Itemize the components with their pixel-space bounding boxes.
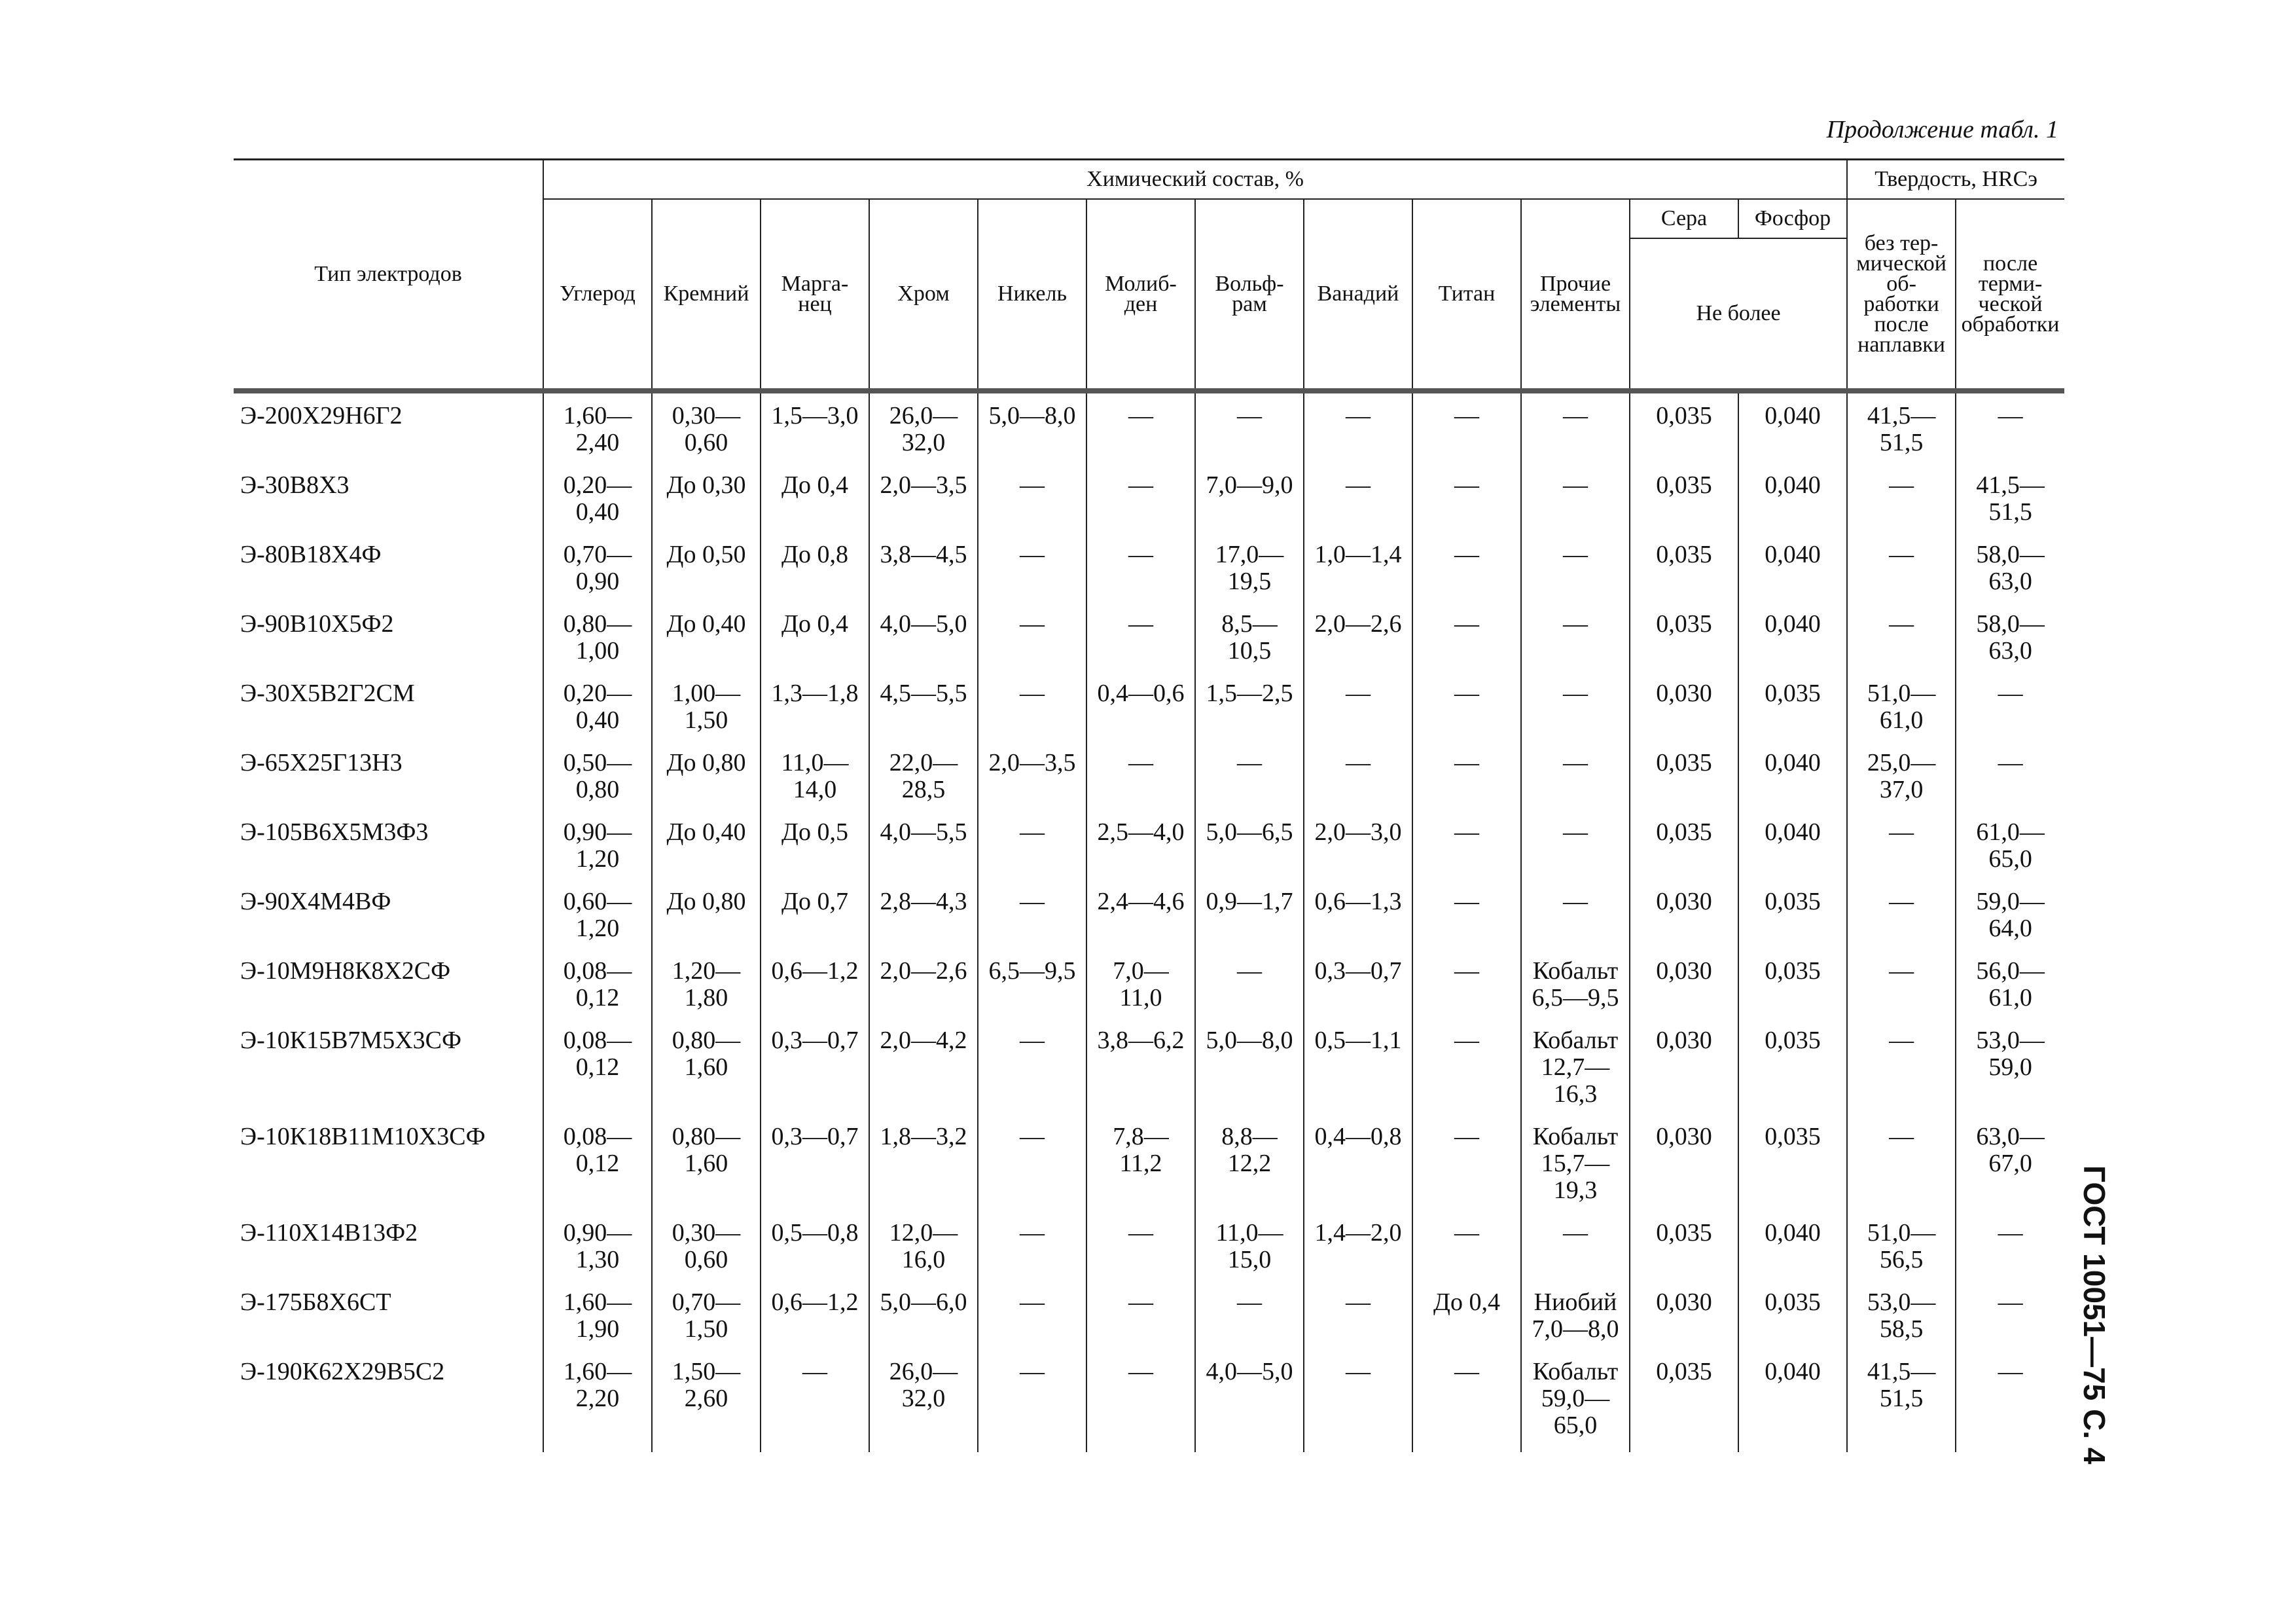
hardness-after-heat-value: 41,5— 51,5	[1956, 469, 2064, 539]
silicon-value: До 0,40	[652, 608, 761, 678]
manganese-value: До 0,4	[761, 608, 869, 678]
carbon-value: 0,08— 0,12	[543, 955, 652, 1025]
tungsten-value: 11,0— 15,0	[1195, 1217, 1304, 1286]
chromium-value: 2,0—3,5	[869, 469, 978, 539]
vanadium-value: —	[1304, 1286, 1412, 1356]
other-elements-value: Кобальт 6,5—9,5	[1521, 955, 1630, 1025]
molybdenum-value: 7,0— 11,0	[1086, 955, 1195, 1025]
manganese-value: 0,5—0,8	[761, 1217, 869, 1286]
silicon-value: До 0,80	[652, 747, 761, 816]
hardness-after-heat-value: —	[1956, 747, 2064, 816]
chromium-value: 3,8—4,5	[869, 539, 978, 608]
hardness-without-heat-value: —	[1847, 539, 1956, 608]
header-tungsten: Вольф- рам	[1195, 199, 1304, 391]
tungsten-value: 5,0—6,5	[1195, 816, 1304, 886]
carbon-value: 1,60— 1,90	[543, 1286, 652, 1356]
silicon-value: До 0,40	[652, 816, 761, 886]
tungsten-value: 4,0—5,0	[1195, 1356, 1304, 1452]
titanium-value: —	[1412, 816, 1521, 886]
silicon-value: 0,80— 1,60	[652, 1025, 761, 1121]
carbon-value: 0,08— 0,12	[543, 1121, 652, 1217]
titanium-value: —	[1412, 1025, 1521, 1121]
vanadium-value: —	[1304, 1356, 1412, 1452]
phosphorus-value: 0,040	[1738, 816, 1847, 886]
hardness-without-heat-value: 53,0— 58,5	[1847, 1286, 1956, 1356]
table-row	[234, 539, 2064, 608]
carbon-value: 1,60— 2,40	[543, 391, 652, 469]
hardness-after-heat-value: —	[1956, 1217, 2064, 1286]
header-carbon: Углерод	[543, 199, 652, 391]
manganese-value: 1,5—3,0	[761, 391, 869, 469]
other-elements-value: Кобальт 59,0— 65,0	[1521, 1356, 1630, 1452]
hardness-after-heat-value: 56,0— 61,0	[1956, 955, 2064, 1025]
manganese-value: 0,6—1,2	[761, 1286, 869, 1356]
tungsten-value: 5,0—8,0	[1195, 1025, 1304, 1121]
manganese-value: До 0,8	[761, 539, 869, 608]
sulfur-value: 0,030	[1630, 678, 1738, 747]
header-manganese: Марга- нец	[761, 199, 869, 391]
table-row	[234, 391, 2064, 469]
titanium-value: —	[1412, 608, 1521, 678]
chromium-value: 12,0— 16,0	[869, 1217, 978, 1286]
molybdenum-value: —	[1086, 608, 1195, 678]
vanadium-value: 0,5—1,1	[1304, 1025, 1412, 1121]
hardness-after-heat-value: —	[1956, 391, 2064, 469]
vanadium-value: 0,3—0,7	[1304, 955, 1412, 1025]
other-elements-value: —	[1521, 391, 1630, 469]
tungsten-value: —	[1195, 747, 1304, 816]
nickel-value: —	[978, 1356, 1086, 1452]
nickel-value: —	[978, 886, 1086, 955]
table-row	[234, 678, 2064, 747]
sulfur-value: 0,035	[1630, 747, 1738, 816]
header-type: Тип электродов	[234, 160, 543, 391]
molybdenum-value: —	[1086, 469, 1195, 539]
silicon-value: До 0,80	[652, 886, 761, 955]
electrode-type: Э-10М9Н8К8Х2СФ	[234, 955, 543, 1025]
nickel-value: —	[978, 539, 1086, 608]
table-row	[234, 608, 2064, 678]
hardness-without-heat-value: 41,5— 51,5	[1847, 1356, 1956, 1452]
header-molybdenum: Молиб- ден	[1086, 199, 1195, 391]
manganese-value: 11,0— 14,0	[761, 747, 869, 816]
vanadium-value: 1,4—2,0	[1304, 1217, 1412, 1286]
molybdenum-value: —	[1086, 1217, 1195, 1286]
titanium-value: —	[1412, 678, 1521, 747]
electrode-type: Э-10К18В11М10Х3СФ	[234, 1121, 543, 1217]
hardness-without-heat-value: —	[1847, 608, 1956, 678]
manganese-value: 1,3—1,8	[761, 678, 869, 747]
other-elements-value: —	[1521, 469, 1630, 539]
carbon-value: 0,50— 0,80	[543, 747, 652, 816]
manganese-value: 0,6—1,2	[761, 955, 869, 1025]
carbon-value: 0,20— 0,40	[543, 678, 652, 747]
vanadium-value: —	[1304, 747, 1412, 816]
chromium-value: 4,5—5,5	[869, 678, 978, 747]
chromium-value: 26,0— 32,0	[869, 1356, 978, 1452]
nickel-value: —	[978, 1217, 1086, 1286]
electrode-type: Э-90В10Х5Ф2	[234, 608, 543, 678]
molybdenum-value: 2,4—4,6	[1086, 886, 1195, 955]
header-phosphorus: Фосфор	[1738, 199, 1847, 238]
chromium-value: 5,0—6,0	[869, 1286, 978, 1356]
manganese-value: До 0,5	[761, 816, 869, 886]
tungsten-value: —	[1195, 1286, 1304, 1356]
phosphorus-value: 0,035	[1738, 678, 1847, 747]
sulfur-value: 0,035	[1630, 1356, 1738, 1452]
electrode-type: Э-110Х14В13Ф2	[234, 1217, 543, 1286]
hardness-without-heat-value: 25,0— 37,0	[1847, 747, 1956, 816]
phosphorus-value: 0,035	[1738, 1025, 1847, 1121]
table-row	[234, 1356, 2064, 1452]
electrode-type: Э-105В6Х5М3Ф3	[234, 816, 543, 886]
carbon-value: 0,80— 1,00	[543, 608, 652, 678]
tungsten-value: 1,5—2,5	[1195, 678, 1304, 747]
titanium-value: —	[1412, 886, 1521, 955]
molybdenum-value: 0,4—0,6	[1086, 678, 1195, 747]
phosphorus-value: 0,040	[1738, 608, 1847, 678]
electrode-type: Э-200Х29Н6Г2	[234, 391, 543, 469]
vanadium-value: —	[1304, 391, 1412, 469]
hardness-without-heat-value: —	[1847, 816, 1956, 886]
phosphorus-value: 0,035	[1738, 886, 1847, 955]
molybdenum-value: —	[1086, 1286, 1195, 1356]
header-silicon: Кремний	[652, 199, 761, 391]
phosphorus-value: 0,040	[1738, 539, 1847, 608]
other-elements-value: Ниобий 7,0—8,0	[1521, 1286, 1630, 1356]
hardness-after-heat-value: 53,0— 59,0	[1956, 1025, 2064, 1121]
nickel-value: —	[978, 469, 1086, 539]
sulfur-value: 0,030	[1630, 886, 1738, 955]
carbon-value: 1,60— 2,20	[543, 1356, 652, 1452]
header-other-elements: Прочие элементы	[1521, 199, 1630, 391]
titanium-value: —	[1412, 1217, 1521, 1286]
table-row	[234, 1286, 2064, 1356]
nickel-value: —	[978, 816, 1086, 886]
sulfur-value: 0,035	[1630, 608, 1738, 678]
sulfur-value: 0,035	[1630, 469, 1738, 539]
titanium-value: —	[1412, 1121, 1521, 1217]
manganese-value: До 0,4	[761, 469, 869, 539]
electrode-composition-table	[234, 158, 2064, 1452]
phosphorus-value: 0,035	[1738, 1121, 1847, 1217]
phosphorus-value: 0,035	[1738, 1286, 1847, 1356]
other-elements-value: —	[1521, 1217, 1630, 1286]
hardness-after-heat-value: —	[1956, 678, 2064, 747]
molybdenum-value: —	[1086, 747, 1195, 816]
hardness-after-heat-value: 63,0— 67,0	[1956, 1121, 2064, 1217]
phosphorus-value: 0,040	[1738, 469, 1847, 539]
electrode-type: Э-30Х5В2Г2СМ	[234, 678, 543, 747]
vanadium-value: —	[1304, 469, 1412, 539]
silicon-value: До 0,30	[652, 469, 761, 539]
silicon-value: 0,30— 0,60	[652, 1217, 761, 1286]
manganese-value: —	[761, 1356, 869, 1452]
other-elements-value: Кобальт 15,7— 19,3	[1521, 1121, 1630, 1217]
hardness-without-heat-value: —	[1847, 1121, 1956, 1217]
manganese-value: 0,3—0,7	[761, 1121, 869, 1217]
table-row	[234, 747, 2064, 816]
header-chemical-composition: Химический состав, %	[543, 160, 1847, 199]
sulfur-value: 0,030	[1630, 955, 1738, 1025]
vanadium-value: 0,6—1,3	[1304, 886, 1412, 955]
table-row	[234, 955, 2064, 1025]
titanium-value: —	[1412, 1356, 1521, 1452]
electrode-type: Э-175Б8Х6СТ	[234, 1286, 543, 1356]
table-row	[234, 816, 2064, 886]
nickel-value: —	[978, 1025, 1086, 1121]
tungsten-value: 0,9—1,7	[1195, 886, 1304, 955]
silicon-value: До 0,50	[652, 539, 761, 608]
vanadium-value: 1,0—1,4	[1304, 539, 1412, 608]
hardness-after-heat-value: 59,0— 64,0	[1956, 886, 2064, 955]
chromium-value: 2,0—4,2	[869, 1025, 978, 1121]
nickel-value: —	[978, 1121, 1086, 1217]
header-chromium: Хром	[869, 199, 978, 391]
titanium-value: —	[1412, 391, 1521, 469]
table-body	[234, 391, 2064, 1452]
titanium-value: —	[1412, 469, 1521, 539]
header-hardness-without-heat-treatment: без тер- мической об- работки после наплавки	[1847, 199, 1956, 391]
hardness-after-heat-value: 58,0— 63,0	[1956, 608, 2064, 678]
header-not-more: Не более	[1630, 238, 1847, 391]
header-hardness-after-heat-treatment: после терми- ческой обработки	[1956, 199, 2064, 391]
silicon-value: 0,70— 1,50	[652, 1286, 761, 1356]
table-row	[234, 1217, 2064, 1286]
tungsten-value: —	[1195, 391, 1304, 469]
hardness-after-heat-value: —	[1956, 1356, 2064, 1452]
silicon-value: 1,00— 1,50	[652, 678, 761, 747]
vanadium-value: 0,4—0,8	[1304, 1121, 1412, 1217]
molybdenum-value: —	[1086, 391, 1195, 469]
nickel-value: 5,0—8,0	[978, 391, 1086, 469]
electrode-type: Э-30В8Х3	[234, 469, 543, 539]
other-elements-value: Кобальт 12,7— 16,3	[1521, 1025, 1630, 1121]
hardness-without-heat-value: 51,0— 61,0	[1847, 678, 1956, 747]
hardness-without-heat-value: 41,5— 51,5	[1847, 391, 1956, 469]
nickel-value: —	[978, 1286, 1086, 1356]
silicon-value: 0,30— 0,60	[652, 391, 761, 469]
chromium-value: 1,8—3,2	[869, 1121, 978, 1217]
phosphorus-value: 0,035	[1738, 955, 1847, 1025]
header-vanadium: Ванадий	[1304, 199, 1412, 391]
tungsten-value: 17,0— 19,5	[1195, 539, 1304, 608]
nickel-value: 2,0—3,5	[978, 747, 1086, 816]
molybdenum-value: 2,5—4,0	[1086, 816, 1195, 886]
other-elements-value: —	[1521, 886, 1630, 955]
phosphorus-value: 0,040	[1738, 1356, 1847, 1452]
vanadium-value: 2,0—2,6	[1304, 608, 1412, 678]
header-titanium: Титан	[1412, 199, 1521, 391]
titanium-value: До 0,4	[1412, 1286, 1521, 1356]
titanium-value: —	[1412, 955, 1521, 1025]
header-nickel: Никель	[978, 199, 1086, 391]
electrode-type: Э-80В18Х4Ф	[234, 539, 543, 608]
molybdenum-value: 3,8—6,2	[1086, 1025, 1195, 1121]
vanadium-value: 2,0—3,0	[1304, 816, 1412, 886]
titanium-value: —	[1412, 539, 1521, 608]
tungsten-value: 7,0—9,0	[1195, 469, 1304, 539]
molybdenum-value: 7,8— 11,2	[1086, 1121, 1195, 1217]
hardness-without-heat-value: —	[1847, 469, 1956, 539]
electrode-type: Э-190К62Х29В5С2	[234, 1356, 543, 1452]
header-sulfur: Сера	[1630, 199, 1738, 238]
carbon-value: 0,20— 0,40	[543, 469, 652, 539]
silicon-value: 1,50— 2,60	[652, 1356, 761, 1452]
sulfur-value: 0,030	[1630, 1286, 1738, 1356]
sulfur-value: 0,035	[1630, 391, 1738, 469]
manganese-value: До 0,7	[761, 886, 869, 955]
document-page-label: ГОСТ 10051—75 С. 4	[2077, 1165, 2111, 1465]
vanadium-value: —	[1304, 678, 1412, 747]
sulfur-value: 0,035	[1630, 816, 1738, 886]
electrode-type: Э-65Х25Г13Н3	[234, 747, 543, 816]
chromium-value: 4,0—5,5	[869, 816, 978, 886]
table-row	[234, 1121, 2064, 1217]
titanium-value: —	[1412, 747, 1521, 816]
sulfur-value: 0,030	[1630, 1121, 1738, 1217]
nickel-value: 6,5—9,5	[978, 955, 1086, 1025]
chromium-value: 26,0— 32,0	[869, 391, 978, 469]
phosphorus-value: 0,040	[1738, 747, 1847, 816]
other-elements-value: —	[1521, 816, 1630, 886]
tungsten-value: —	[1195, 955, 1304, 1025]
carbon-value: 0,90— 1,30	[543, 1217, 652, 1286]
electrode-type: Э-90Х4М4ВФ	[234, 886, 543, 955]
chromium-value: 2,0—2,6	[869, 955, 978, 1025]
table-row	[234, 1025, 2064, 1121]
hardness-after-heat-value: —	[1956, 1286, 2064, 1356]
carbon-value: 0,08— 0,12	[543, 1025, 652, 1121]
electrode-type: Э-10К15В7М5Х3СФ	[234, 1025, 543, 1121]
chromium-value: 2,8—4,3	[869, 886, 978, 955]
silicon-value: 1,20— 1,80	[652, 955, 761, 1025]
header-hardness: Твердость, HRCэ	[1847, 160, 2064, 199]
sulfur-value: 0,035	[1630, 1217, 1738, 1286]
silicon-value: 0,80— 1,60	[652, 1121, 761, 1217]
other-elements-value: —	[1521, 539, 1630, 608]
carbon-value: 0,70— 0,90	[543, 539, 652, 608]
hardness-without-heat-value: —	[1847, 886, 1956, 955]
hardness-without-heat-value: 51,0— 56,5	[1847, 1217, 1956, 1286]
nickel-value: —	[978, 608, 1086, 678]
table-row	[234, 469, 2064, 539]
nickel-value: —	[978, 678, 1086, 747]
carbon-value: 0,60— 1,20	[543, 886, 652, 955]
table-row	[234, 886, 2064, 955]
hardness-after-heat-value: 61,0— 65,0	[1956, 816, 2064, 886]
molybdenum-value: —	[1086, 1356, 1195, 1452]
tungsten-value: 8,8— 12,2	[1195, 1121, 1304, 1217]
manganese-value: 0,3—0,7	[761, 1025, 869, 1121]
tungsten-value: 8,5— 10,5	[1195, 608, 1304, 678]
chromium-value: 4,0—5,0	[869, 608, 978, 678]
carbon-value: 0,90— 1,20	[543, 816, 652, 886]
chromium-value: 22,0— 28,5	[869, 747, 978, 816]
phosphorus-value: 0,040	[1738, 391, 1847, 469]
hardness-without-heat-value: —	[1847, 955, 1956, 1025]
sulfur-value: 0,030	[1630, 1025, 1738, 1121]
sulfur-value: 0,035	[1630, 539, 1738, 608]
other-elements-value: —	[1521, 747, 1630, 816]
other-elements-value: —	[1521, 608, 1630, 678]
phosphorus-value: 0,040	[1738, 1217, 1847, 1286]
molybdenum-value: —	[1086, 539, 1195, 608]
table-continuation-label: Продолжение табл. 1	[1826, 116, 2058, 143]
other-elements-value: —	[1521, 678, 1630, 747]
hardness-without-heat-value: —	[1847, 1025, 1956, 1121]
hardness-after-heat-value: 58,0— 63,0	[1956, 539, 2064, 608]
